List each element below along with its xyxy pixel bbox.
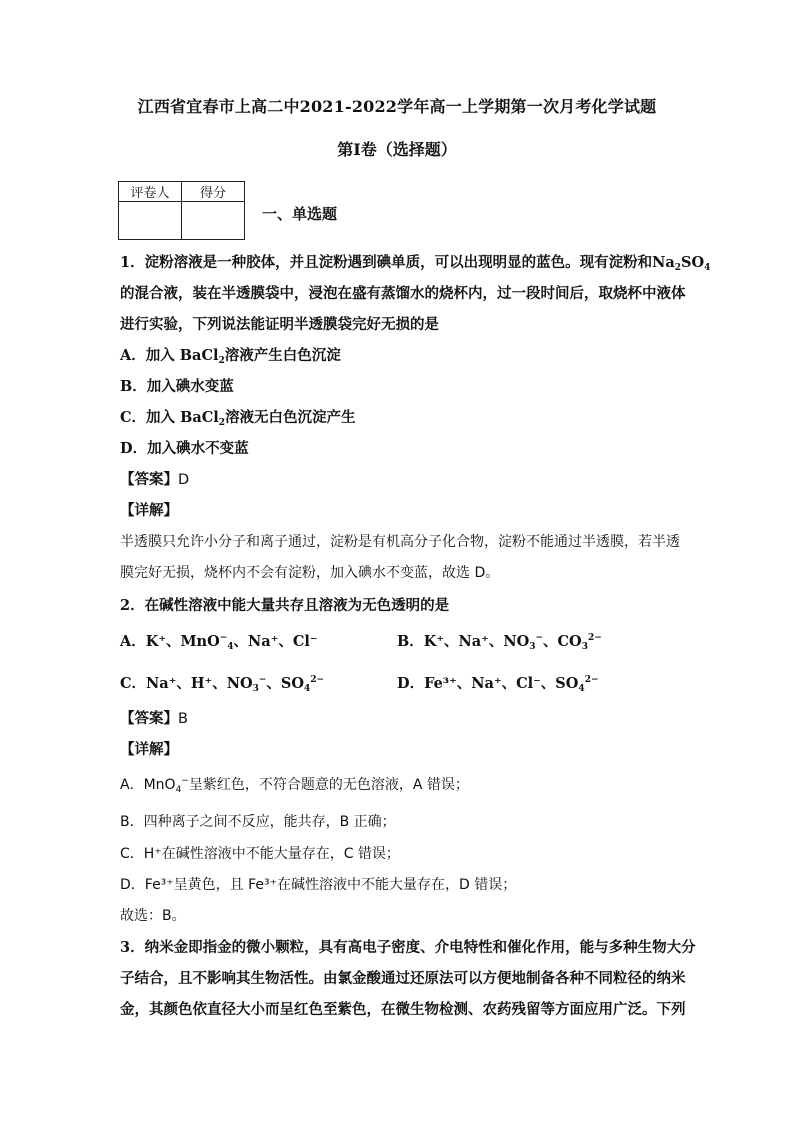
q2-explanation-d: D．Fe³⁺呈黄色，且 Fe³⁺在碱性溶液中不能大量存在，D 错误； [120, 877, 517, 893]
q2-answer: 【答案】B [120, 711, 188, 727]
q2-option-a: A．K⁺、MnO−$_4$、Na⁺、Cl⁻ [120, 633, 318, 652]
q3-stem-line-3: 金，其颜色依直径大小而呈红色至紫色，在微生物检测、农药残留等方面应用广泛。下列 [120, 1001, 686, 1018]
score-table-grader-cell [119, 202, 182, 240]
page-title: 江西省宜春市上高二中2021-2022学年高一上学期第一次月考化学试题 [137, 97, 657, 116]
q1-answer: 【答案】D [120, 472, 190, 488]
q1-option-c: C．加入 BaCl$_2$溶液无白色沉淀产生 [120, 409, 356, 428]
q1-detail-label: 【详解】 [120, 503, 178, 519]
q2-conclusion: 故选：B。 [120, 908, 186, 924]
q1-stem-line-1: 1．淀粉溶液是一种胶体，并且淀粉遇到碘单质，可以出现明显的蓝色。现有淀粉和$Na_2SO_4$ [120, 254, 711, 273]
page-subtitle: 第I卷（选择题） [337, 140, 457, 159]
q1-option-d: D．加入碘水不变蓝 [120, 440, 249, 457]
q3-stem-line-2: 子结合，且不影响其生物活性。由氯金酸通过还原法可以方便地制备各种不同粒径的纳米 [120, 970, 686, 987]
q2-option-b: B．K⁺、Na⁺、$NO_3^-$、$CO_3^{2-}$ [397, 633, 602, 652]
score-table-score-cell [182, 202, 245, 240]
q2-explanation-a: A．MnO$_4$−呈紫红色，不符合题意的无色溶液，A 错误； [120, 776, 469, 795]
section-heading: 一、单选题 [262, 205, 338, 223]
q1-option-b: B．加入碘水变蓝 [120, 378, 234, 395]
q1-stem-line-2: 的混合液，装在半透膜袋中，浸泡在盛有蒸馏水的烧杯内，过一段时间后，取烧杯中液体 [120, 285, 686, 302]
q2-explanation-b: B．四种离子之间不反应，能共存，B 正确； [120, 814, 396, 830]
q2-option-d: D．Fe³⁺、Na⁺、Cl⁻、$SO_4^{2-}$ [397, 675, 599, 694]
q2-option-c: C．Na⁺、H⁺、$NO_3^-$、$SO_4^{2-}$ [120, 675, 325, 694]
q1-explanation-line-1: 半透膜只允许小分子和离子通过，淀粉是有机高分子化合物，淀粉不能通过半透膜，若半透 [120, 534, 680, 550]
q2-detail-label: 【详解】 [120, 742, 178, 758]
q3-stem-line-1: 3．纳米金即指金的微小颗粒，具有高电子密度、介电特性和催化作用，能与多种生物大分 [120, 939, 696, 956]
score-table [118, 181, 245, 240]
q1-stem-line-3: 进行实验，下列说法能证明半透膜袋完好无损的是 [120, 316, 439, 333]
q1-explanation-line-2: 膜完好无损，烧杯内不会有淀粉，加入碘水不变蓝，故选 D。 [120, 565, 500, 581]
q1-option-a: A．加入 BaCl$_2$溶液产生白色沉淀 [120, 347, 341, 366]
score-table-grader-header: 评卷人 [119, 182, 182, 202]
score-table-score-header: 得分 [182, 182, 245, 202]
q2-stem: 2．在碱性溶液中能大量共存且溶液为无色透明的是 [120, 597, 450, 614]
q2-explanation-c: C．H⁺在碱性溶液中不能大量存在，C 错误； [120, 846, 400, 862]
